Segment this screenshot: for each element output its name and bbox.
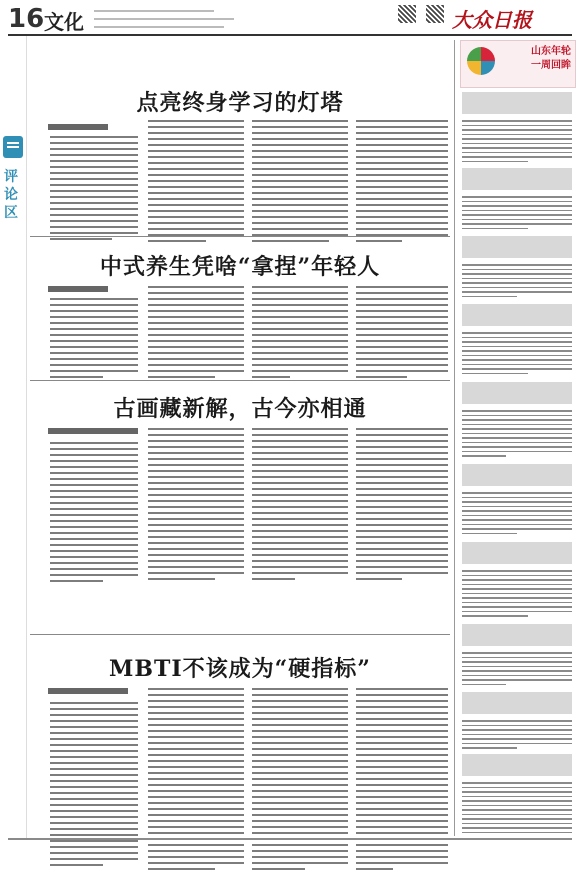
sidebar-label: 评论区 <box>4 169 18 221</box>
brief-text <box>462 782 572 836</box>
main-content <box>30 40 450 840</box>
brief-text <box>462 570 572 620</box>
brief-text <box>462 332 572 377</box>
banner-line: 山东年轮 <box>531 46 571 57</box>
brief-headline <box>462 542 572 564</box>
byline <box>48 428 138 434</box>
article-text-column <box>252 688 348 874</box>
article-text-column <box>148 428 244 584</box>
page-header <box>0 0 580 36</box>
article-text-column <box>252 428 348 584</box>
weekly-review-banner <box>460 40 576 88</box>
brief-text <box>462 264 572 300</box>
article-text-column <box>148 120 244 246</box>
section-title: 文化 <box>44 10 84 34</box>
article-text-column <box>50 442 138 586</box>
news-briefs-column <box>460 40 574 840</box>
article-text-column <box>50 298 138 382</box>
article-headline: MBTI不该成为“硬指标” <box>109 656 371 682</box>
header-rule <box>8 34 572 36</box>
article-text-column <box>148 688 244 874</box>
article-text-column <box>356 688 448 874</box>
banner-title <box>531 45 571 73</box>
article-text-column <box>50 702 138 870</box>
brief-headline <box>462 92 572 114</box>
section-divider <box>30 634 450 635</box>
brief-headline <box>462 168 572 190</box>
qr-code-icon <box>398 5 416 23</box>
comment-icon <box>3 136 23 158</box>
brief-text <box>462 410 572 460</box>
brief-text <box>462 196 572 232</box>
brief-text <box>462 120 572 165</box>
header-meta-line <box>94 26 224 28</box>
article-text-column <box>148 286 244 382</box>
article-headline: 中式养生凭啥“拿捏”年轻人 <box>99 254 381 280</box>
article-text-column <box>356 286 448 382</box>
article-headline: 点亮终身学习的灯塔 <box>136 90 344 116</box>
qr-code-icon <box>426 5 444 23</box>
byline <box>48 286 108 292</box>
section-divider <box>30 380 450 381</box>
article-text-column <box>252 286 348 382</box>
brief-text <box>462 652 572 688</box>
brief-text <box>462 720 572 752</box>
brief-headline <box>462 382 572 404</box>
column-divider <box>454 40 455 836</box>
section-divider <box>30 236 450 237</box>
article-headline: 古画藏新解，古今亦相通 <box>113 396 367 422</box>
brief-headline <box>462 464 572 486</box>
header-meta-line <box>94 10 214 12</box>
footer-line <box>8 838 572 840</box>
banner-line: 一周回眸 <box>531 60 571 71</box>
masthead-logo: 大众日报 <box>452 8 532 32</box>
article-text-column <box>356 120 448 246</box>
brief-headline <box>462 692 572 714</box>
brief-text <box>462 492 572 537</box>
byline <box>48 688 128 694</box>
article-text-column <box>252 120 348 246</box>
brief-headline <box>462 624 572 646</box>
page-number: 16 <box>8 4 45 34</box>
province-logo-icon <box>467 47 495 75</box>
byline <box>48 124 108 130</box>
left-sidebar <box>0 36 27 840</box>
brief-headline <box>462 304 572 326</box>
brief-headline <box>462 754 572 776</box>
header-meta-line <box>94 18 234 20</box>
article-text-column <box>50 136 138 244</box>
article-text-column <box>356 428 448 584</box>
brief-headline <box>462 236 572 258</box>
